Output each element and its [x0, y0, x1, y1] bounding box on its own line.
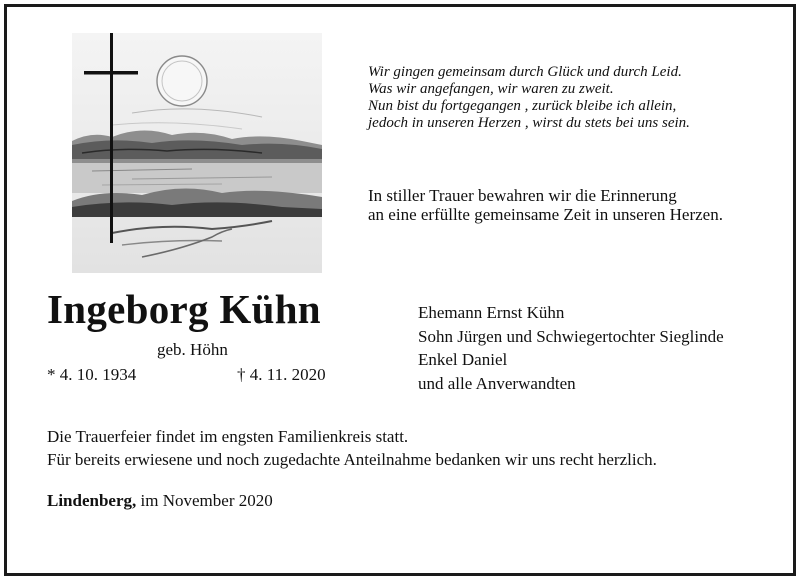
mourner-item: Ehemann Ernst Kühn — [418, 303, 565, 322]
death-date: † 4. 11. 2020 — [237, 365, 326, 384]
poem-line: Wir gingen gemeinsam durch Glück und durch Leid. — [368, 64, 682, 80]
service-notice — [47, 425, 657, 471]
memory-statement — [368, 186, 723, 224]
deceased-name: Ingeborg Kühn — [47, 286, 321, 332]
service-line: Die Trauerfeier findet im engsten Familienkreis statt. — [47, 427, 409, 446]
mourners-list — [418, 301, 724, 395]
birth-name: geb. Höhn — [157, 340, 228, 359]
mourner-item: und alle Anverwandten — [418, 373, 576, 393]
service-line: Für bereits erwiesene und noch zugedachte Anteilnahme bedanken wir uns recht herzlich. — [47, 450, 657, 469]
place-date: im November 2020 — [136, 491, 273, 510]
poem-line: Nun bist du fortgegangen , zurück bleibe ich allein, — [368, 98, 677, 114]
poem-verse — [368, 64, 690, 132]
place-town: Lindenberg, — [47, 491, 137, 510]
cross-landscape-sun-icon — [72, 33, 322, 273]
poem-line: Was wir angefangen, wir waren zu zweit. — [368, 81, 614, 97]
memory-line: an eine erfüllte gemeinsame Zeit in unseren Herzen. — [368, 205, 723, 224]
memory-line: In stiller Trauer bewahren wir die Erinnerung — [368, 186, 677, 205]
mourner-item: Enkel Daniel — [418, 350, 508, 369]
poem-line: jedoch in unseren Herzen , wirst du stets bei uns sein. — [368, 115, 690, 131]
mourner-item: Sohn Jürgen und Schwiegertochter Sieglinde — [418, 326, 724, 346]
place-date-line — [47, 491, 273, 511]
birth-date: * 4. 10. 1934 — [47, 365, 137, 384]
